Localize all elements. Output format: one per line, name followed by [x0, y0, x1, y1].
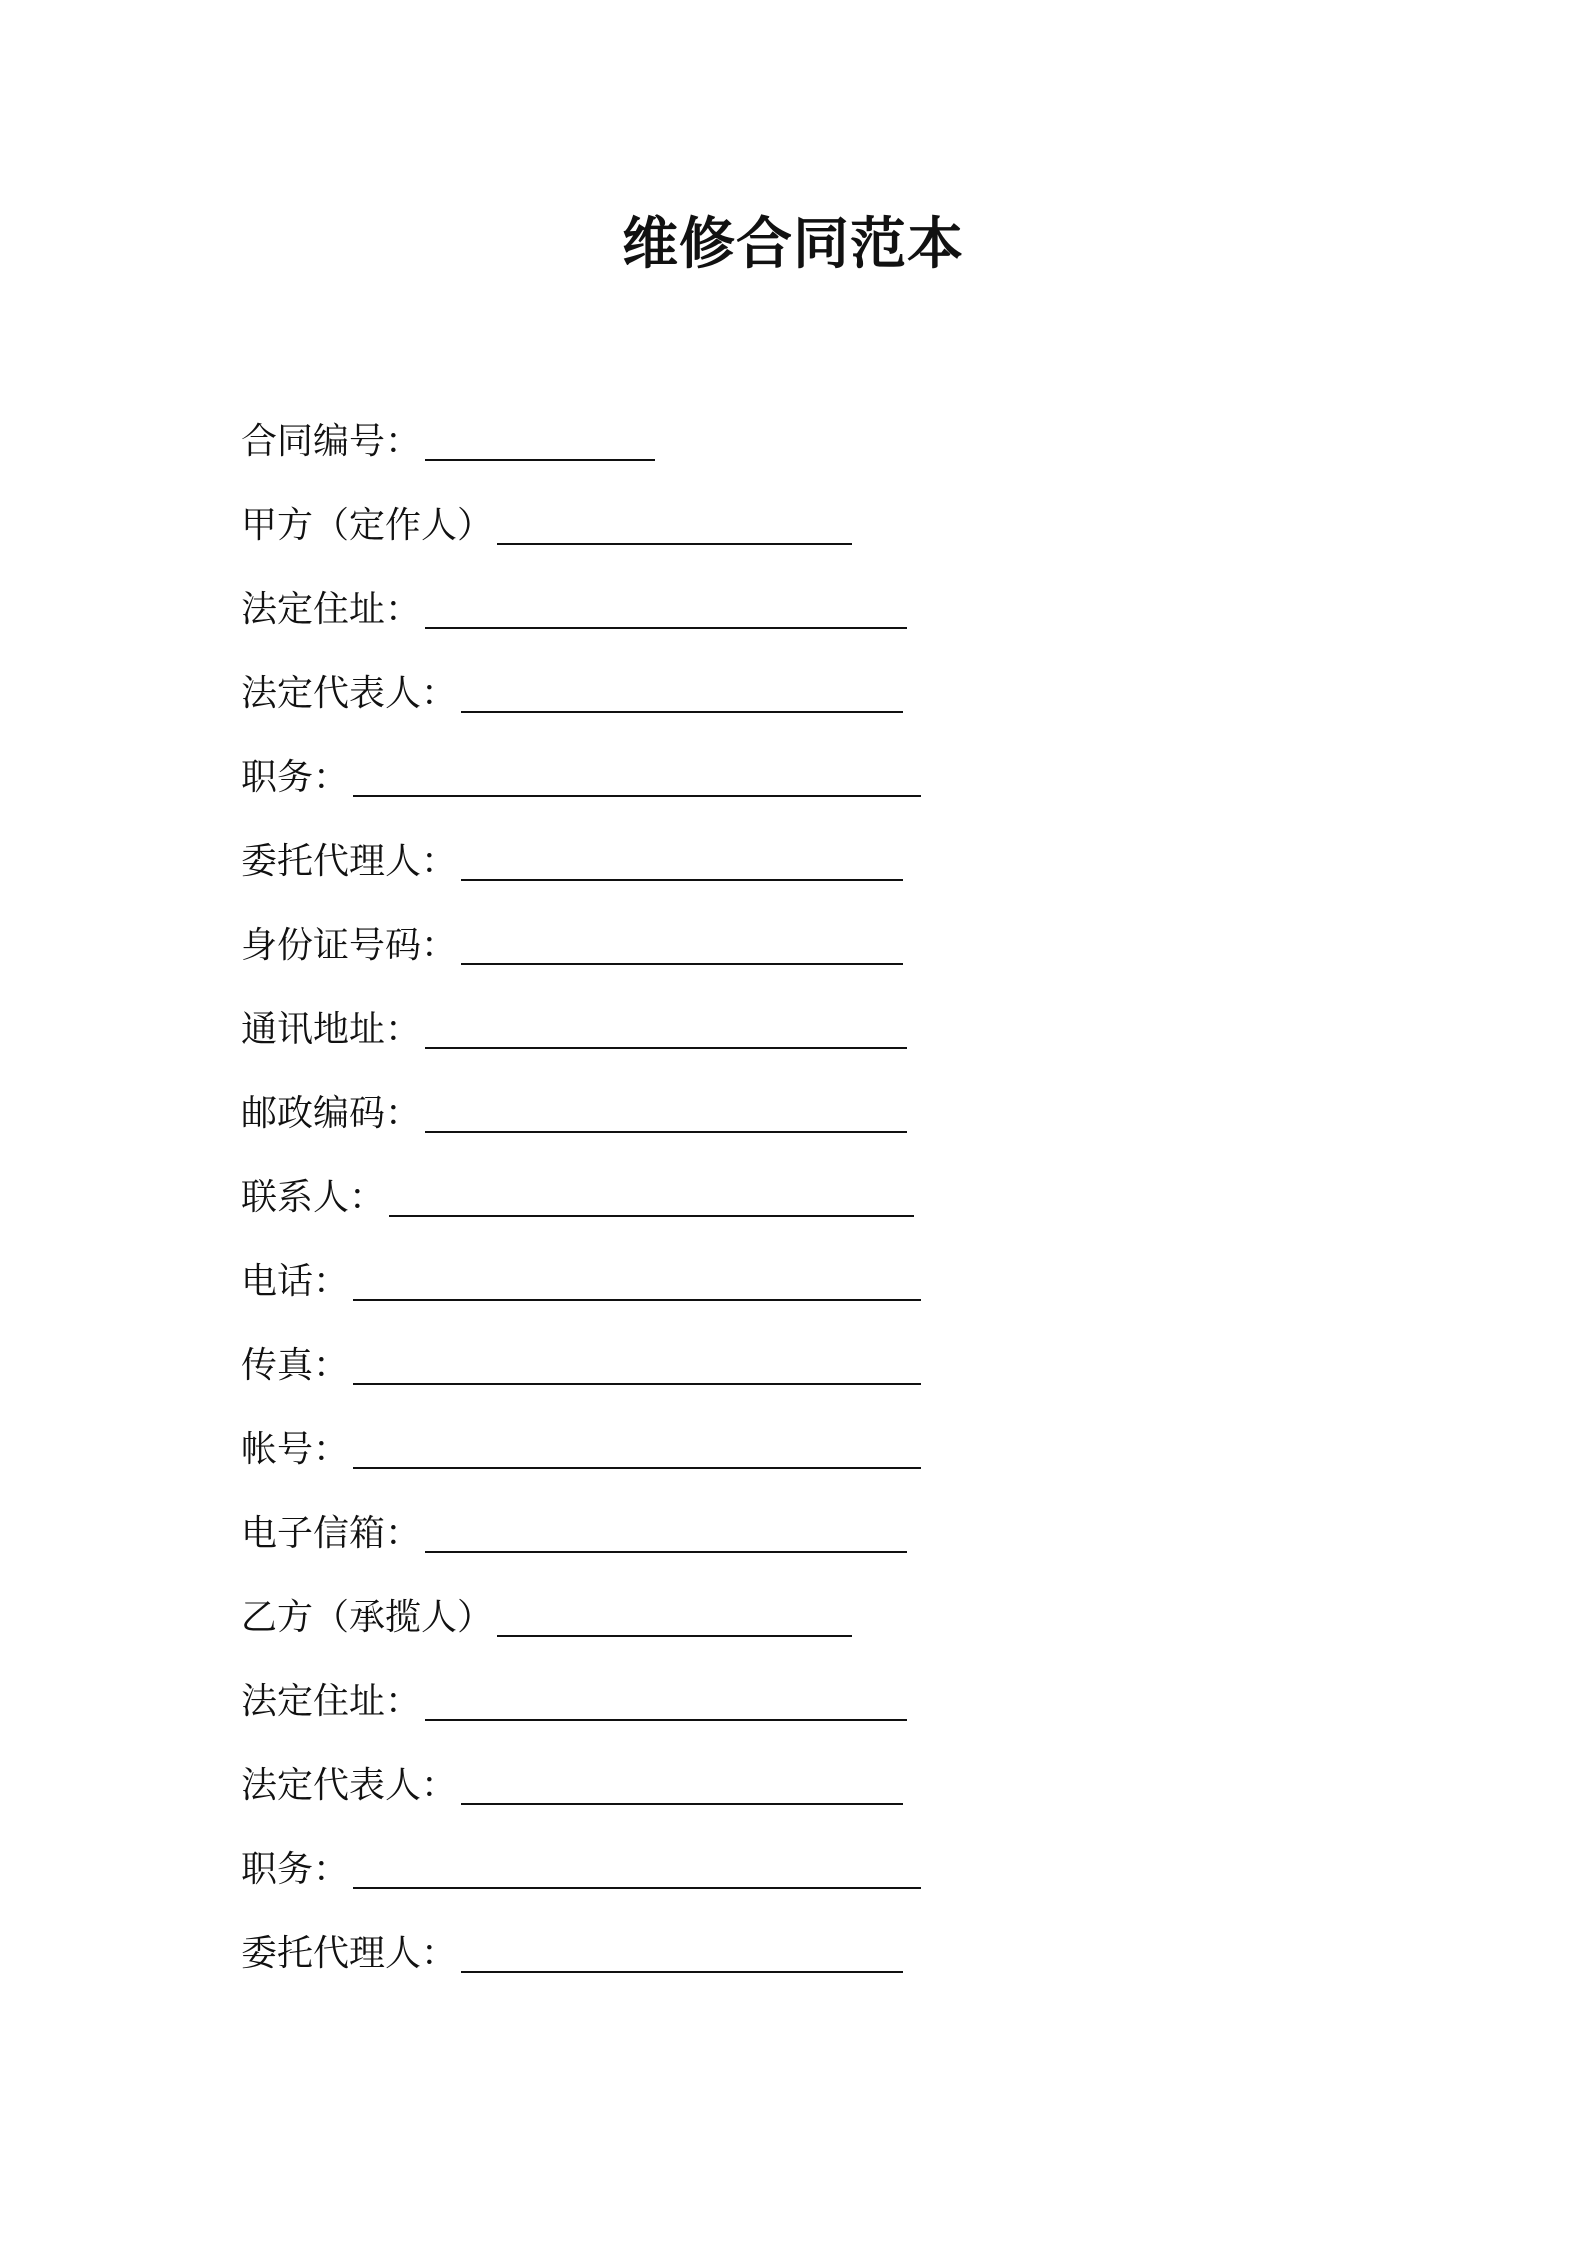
field-label: 邮政编码： [241, 1093, 422, 1134]
field-label: 法定住址： [241, 1681, 422, 1722]
contract-party-fields [241, 400, 1341, 1996]
field-email [241, 1492, 1341, 1576]
field-contact-person [241, 1156, 1341, 1240]
fill-in-blank [353, 1383, 921, 1385]
field-label: 委托代理人： [241, 841, 458, 882]
field-label: 法定代表人： [241, 1765, 458, 1806]
fill-in-blank [425, 1719, 907, 1721]
field-legal-representative-b [241, 1744, 1341, 1828]
field-label: 甲方（定作人） [241, 505, 494, 546]
fill-in-blank [461, 879, 903, 881]
field-phone [241, 1240, 1341, 1324]
field-label: 电子信箱： [241, 1513, 422, 1554]
field-label: 职务： [241, 757, 350, 798]
field-postal-code [241, 1072, 1341, 1156]
fill-in-blank [425, 459, 655, 461]
fill-in-blank [461, 963, 903, 965]
field-position-a [241, 736, 1341, 820]
field-fax [241, 1324, 1341, 1408]
fill-in-blank [425, 1551, 907, 1553]
document-title: 维修合同范本 [622, 212, 964, 277]
field-label: 职务： [241, 1849, 350, 1890]
field-party-b [241, 1576, 1341, 1660]
fill-in-blank [461, 1971, 903, 1973]
field-label: 乙方（承揽人） [241, 1597, 494, 1638]
field-label: 联系人： [241, 1177, 386, 1218]
fill-in-blank [353, 1467, 921, 1469]
fill-in-blank [389, 1215, 914, 1217]
fill-in-blank [461, 711, 903, 713]
field-label: 传真： [241, 1345, 350, 1386]
fill-in-blank [461, 1803, 903, 1805]
fill-in-blank [425, 1131, 907, 1133]
field-label: 法定住址： [241, 589, 422, 630]
field-label: 通讯地址： [241, 1009, 422, 1050]
field-legal-representative-a [241, 652, 1341, 736]
fill-in-blank [497, 1635, 852, 1637]
field-label: 电话： [241, 1261, 350, 1302]
field-label: 身份证号码： [241, 925, 458, 966]
fill-in-blank [353, 1299, 921, 1301]
field-agent-b [241, 1912, 1341, 1996]
field-label: 委托代理人： [241, 1933, 458, 1974]
fill-in-blank [353, 795, 921, 797]
field-legal-address-a [241, 568, 1341, 652]
field-label: 法定代表人： [241, 673, 458, 714]
field-party-a [241, 484, 1341, 568]
fill-in-blank [425, 1047, 907, 1049]
field-id-number [241, 904, 1341, 988]
field-position-b [241, 1828, 1341, 1912]
field-label: 合同编号： [241, 421, 422, 462]
fill-in-blank [497, 543, 852, 545]
field-account [241, 1408, 1341, 1492]
field-mailing-address [241, 988, 1341, 1072]
field-label: 帐号： [241, 1429, 350, 1470]
fill-in-blank [353, 1887, 921, 1889]
field-agent-a [241, 820, 1341, 904]
field-contract-number [241, 400, 1341, 484]
field-legal-address-b [241, 1660, 1341, 1744]
fill-in-blank [425, 627, 907, 629]
